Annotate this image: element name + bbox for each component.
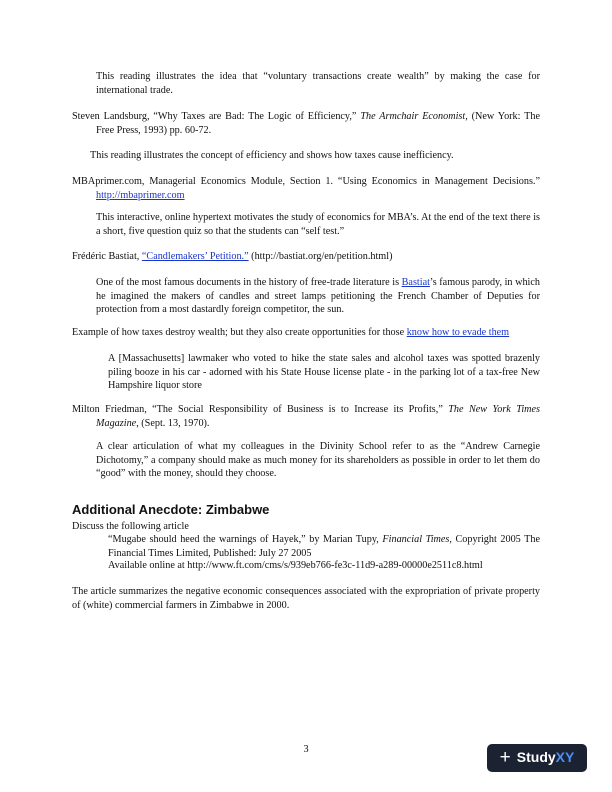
page-number: 3 (303, 744, 309, 755)
tax-example-quote (108, 352, 540, 393)
anecdote-summary (72, 585, 540, 612)
anecdote-intro (72, 520, 540, 534)
tax-example-quote-text: A [Massachusetts] lawmaker who voted to hike the state sales and alcohol taxes was spotted brazenly piling booze in his car - adorned with his State House license plate - in the parking lot of a tax-free New Hampshire liquor store (108, 353, 540, 392)
anecdote-summary-text: The article summarizes the negative economic consequences associated with the expropriation of private property of (white) commercial farmers in Zimbabwe in 2000. (72, 586, 540, 611)
anecdote-citation (108, 533, 540, 560)
reading-note-trade (96, 70, 540, 97)
tax-example-intro (72, 326, 540, 340)
reading-note-mbaprimer (96, 211, 540, 238)
citation-url: (http://bastiat.org/en/petition.html) (248, 251, 393, 262)
citation-text: “Mugabe should heed the warnings of Hayek,” by Marian Tupy, (108, 534, 383, 545)
brand-name: Study (516, 749, 556, 766)
citation-title: The New York Times Magazine (96, 404, 540, 429)
anecdote-available-text: Available online at http://www.ft.com/cms/s/939eb766-fe3c-11d9-a289-00000e2511c8.html (108, 560, 483, 571)
bastiat-link[interactable]: Bastiat (401, 277, 430, 288)
citation-bastiat (72, 250, 540, 264)
citation-text: MBAprimer.com, Managerial Economics Module, Section 1. “Using Economics in Management Decisions.” (72, 176, 540, 187)
plus-icon: + (499, 747, 511, 768)
reading-note-friedman (96, 440, 540, 481)
section-heading: Additional Anecdote: Zimbabwe (72, 502, 270, 517)
mbaprimer-link[interactable]: http://mbaprimer.com (96, 189, 185, 201)
citation-title: The Armchair Economist, (360, 111, 468, 122)
anecdote-intro-text: Discuss the following article (72, 521, 189, 532)
citation-text: Frédéric Bastiat, (72, 251, 142, 262)
reading-note-text-end: ’s famous parody, in which he imagined the makers of candles and street lamps petitioning the French Chamber of Deputies for protection from a most dastardly foreign competitor, the sun. (96, 277, 540, 316)
reading-note-text: A clear articulation of what my colleagues in the Divinity School refer to as the “Andrew Carnegie Dichotomy,” a company should make as much money for its shareholders as possible in order to let them do “good” with the money, should they choose. (96, 441, 540, 480)
tax-example-text: Example of how taxes destroy wealth; but they also create opportunities for those (72, 327, 407, 338)
citation-friedman (72, 403, 540, 430)
studyxy-badge[interactable] (487, 744, 587, 772)
reading-note-bastiat (96, 276, 540, 317)
candlemakers-petition-link[interactable]: “Candlemakers’ Petition.” (141, 251, 249, 262)
citation-text-end: , Copyright 2005 The Financial Times Limited, Published: July 27 2005 (108, 534, 540, 559)
citation-title: Financial Times (382, 534, 450, 545)
evade-taxes-link[interactable]: know how to evade them (406, 327, 510, 338)
reading-note-text: This interactive, online hypertext motivates the study of economics for MBA’s. At the end of the text there is a short, five question quiz so that the students can “self test.” (96, 212, 540, 237)
reading-note-text: This reading illustrates the idea that “voluntary transactions create wealth” by making the case for international trade. (96, 71, 540, 96)
citation-text-end: , (Sept. 13, 1970). (136, 417, 210, 429)
citation-landsburg (72, 110, 541, 137)
citation-text: Milton Friedman, “The Social Responsibility of Business is to Increase its Profits,” (72, 404, 449, 415)
citation-mbaprimer (72, 175, 540, 202)
anecdote-available (108, 559, 548, 573)
reading-note-text: This reading illustrates the concept of efficiency and shows how taxes cause inefficiency. (90, 150, 454, 161)
reading-note-efficiency (90, 149, 540, 163)
brand-suffix: XY (555, 749, 575, 766)
citation-text-end: (New York: The Free Press, 1993) pp. 60-72. (96, 111, 541, 136)
reading-note-text: One of the most famous documents in the history of free-trade literature is (96, 277, 402, 288)
citation-text: Steven Landsburg, “Why Taxes are Bad: The Logic of Efficiency,” (72, 111, 361, 122)
